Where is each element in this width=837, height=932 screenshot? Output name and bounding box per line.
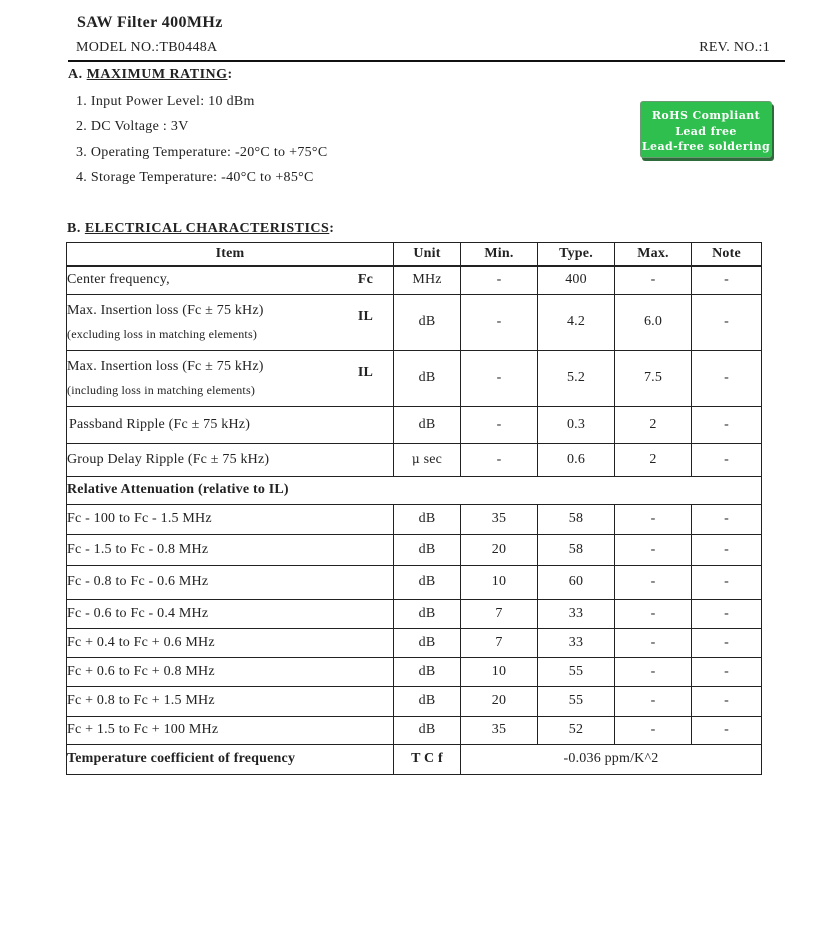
min-cell: 20 xyxy=(461,534,538,565)
max-cell: - xyxy=(615,534,692,565)
item-text: Center frequency, xyxy=(67,272,170,288)
revision-number: REV. NO.:1 xyxy=(699,40,770,55)
table-row xyxy=(67,744,762,774)
table-row xyxy=(67,716,762,744)
max-cell: - xyxy=(615,628,692,657)
max-rating-item: 1. Input Power Level: 10 dBm xyxy=(76,94,255,109)
unit-cell: dB xyxy=(394,716,461,744)
item-cell: Passband Ripple (Fc ± 75 kHz) xyxy=(67,406,394,443)
max-cell: - xyxy=(615,716,692,744)
max-cell: - xyxy=(615,266,692,294)
electrical-characteristics-table xyxy=(66,242,762,775)
min-cell: - xyxy=(461,294,538,350)
max-cell: 6.0 xyxy=(615,294,692,350)
note-cell: - xyxy=(692,350,762,406)
unit-cell: dB xyxy=(394,504,461,534)
item-cell: Fc - 1.5 to Fc - 0.8 MHz xyxy=(67,534,394,565)
note-cell: - xyxy=(692,599,762,628)
item-subtext: (including loss in matching elements) xyxy=(67,382,256,397)
typ-cell: 52 xyxy=(538,716,615,744)
item-text: Max. Insertion loss (Fc ± 75 kHz) xyxy=(67,302,264,318)
unit-cell: dB xyxy=(394,294,461,350)
note-cell: - xyxy=(692,628,762,657)
section-b-label: B. xyxy=(67,221,81,236)
micro-symbol: μ xyxy=(411,451,420,466)
typ-cell: 33 xyxy=(538,628,615,657)
symbol-label: Fc xyxy=(357,272,373,288)
max-cell: 2 xyxy=(615,443,692,476)
typ-cell: 55 xyxy=(538,686,615,716)
section-a-heading xyxy=(68,67,233,83)
max-cell: - xyxy=(615,686,692,716)
item-cell: Fc + 1.5 to Fc + 100 MHz xyxy=(67,716,394,744)
document-title: SAW Filter 400MHz xyxy=(77,14,223,31)
min-cell: 10 xyxy=(461,657,538,686)
table-row xyxy=(67,657,762,686)
typ-cell: 60 xyxy=(538,565,615,599)
table-row xyxy=(67,266,762,294)
max-rating-item: 2. DC Voltage : 3V xyxy=(76,119,189,134)
min-cell: - xyxy=(461,266,538,294)
item-text: Max. Insertion loss (Fc ± 75 kHz) xyxy=(67,358,264,374)
unit-cell: T C f xyxy=(394,744,461,774)
section-a-title: MAXIMUM RATING xyxy=(86,67,228,82)
section-b-title: ELECTRICAL CHARACTERISTICS xyxy=(84,221,330,236)
table-row xyxy=(67,443,762,476)
item-subtext: (excluding loss in matching elements) xyxy=(67,326,258,341)
note-cell: - xyxy=(692,294,762,350)
note-cell: - xyxy=(692,504,762,534)
max-cell: - xyxy=(615,504,692,534)
typ-cell: 0.3 xyxy=(538,406,615,443)
rohs-compliance-badge xyxy=(640,101,772,158)
unit-cell: dB xyxy=(394,657,461,686)
model-number: MODEL NO.:TB0448A xyxy=(76,40,218,55)
max-cell: - xyxy=(615,657,692,686)
column-header: Max. xyxy=(615,243,692,267)
section-a-colon: : xyxy=(227,67,233,82)
min-cell: 20 xyxy=(461,686,538,716)
typ-cell: 4.2 xyxy=(538,294,615,350)
symbol-label: IL xyxy=(357,364,373,380)
min-cell: - xyxy=(461,350,538,406)
max-cell: 7.5 xyxy=(615,350,692,406)
badge-line: Lead free xyxy=(675,124,737,138)
item-cell: Fc - 100 to Fc - 1.5 MHz xyxy=(67,504,394,534)
column-header: Unit xyxy=(394,243,461,267)
unit-cell: dB xyxy=(394,350,461,406)
section-a-label: A. xyxy=(68,67,83,82)
unit-cell: dB xyxy=(394,534,461,565)
table-row xyxy=(67,504,762,534)
item-cell xyxy=(67,350,394,406)
unit-text: sec xyxy=(423,451,443,467)
unit-cell: dB xyxy=(394,406,461,443)
item-cell: Group Delay Ripple (Fc ± 75 kHz) xyxy=(67,443,394,476)
typ-cell: 400 xyxy=(538,266,615,294)
section-b-colon: : xyxy=(329,221,335,236)
table-row xyxy=(67,294,762,350)
item-cell xyxy=(67,294,394,350)
column-header: Item xyxy=(67,243,394,267)
min-cell: 7 xyxy=(461,599,538,628)
unit-cell: MHz xyxy=(394,266,461,294)
table-row xyxy=(67,565,762,599)
min-cell: 10 xyxy=(461,565,538,599)
badge-line: RoHS Compliant xyxy=(651,109,761,122)
item-cell: Fc + 0.8 to Fc + 1.5 MHz xyxy=(67,686,394,716)
note-cell: - xyxy=(692,534,762,565)
min-cell: - xyxy=(461,443,538,476)
max-rating-item: 3. Operating Temperature: -20°C to +75°C xyxy=(76,145,328,160)
min-cell: - xyxy=(461,406,538,443)
item-cell xyxy=(67,266,394,294)
unit-cell: dB xyxy=(394,686,461,716)
unit-cell: dB xyxy=(394,565,461,599)
item-cell: Fc - 0.8 to Fc - 0.6 MHz xyxy=(67,565,394,599)
table-row xyxy=(67,599,762,628)
unit-cell: dB xyxy=(394,599,461,628)
typ-cell: 55 xyxy=(538,657,615,686)
note-cell: - xyxy=(692,686,762,716)
section-b-heading xyxy=(67,221,334,237)
table-row xyxy=(67,406,762,443)
note-cell: - xyxy=(692,266,762,294)
table-row xyxy=(67,686,762,716)
table-row xyxy=(67,534,762,565)
typ-cell: 0.6 xyxy=(538,443,615,476)
item-cell: Fc + 0.4 to Fc + 0.6 MHz xyxy=(67,628,394,657)
min-cell: 35 xyxy=(461,716,538,744)
table-row xyxy=(67,628,762,657)
note-cell: - xyxy=(692,443,762,476)
column-header: Note xyxy=(692,243,762,267)
column-header: Type. xyxy=(538,243,615,267)
typ-cell: 33 xyxy=(538,599,615,628)
relative-attenuation-heading: Relative Attenuation (relative to IL) xyxy=(67,476,762,504)
item-cell: Fc + 0.6 to Fc + 0.8 MHz xyxy=(67,657,394,686)
table-header-row xyxy=(67,243,762,267)
max-cell: - xyxy=(615,565,692,599)
table-section-row xyxy=(67,476,762,504)
min-cell: 7 xyxy=(461,628,538,657)
typ-cell: 58 xyxy=(538,534,615,565)
max-cell: 2 xyxy=(615,406,692,443)
note-cell: - xyxy=(692,565,762,599)
table-row xyxy=(67,350,762,406)
header-divider xyxy=(68,60,785,62)
badge-line: Lead-free soldering xyxy=(641,140,771,153)
item-cell: Fc - 0.6 to Fc - 0.4 MHz xyxy=(67,599,394,628)
tcf-value-cell: -0.036 ppm/K^2 xyxy=(461,744,762,774)
typ-cell: 5.2 xyxy=(538,350,615,406)
min-cell: 35 xyxy=(461,504,538,534)
note-cell: - xyxy=(692,406,762,443)
column-header: Min. xyxy=(461,243,538,267)
symbol-label: IL xyxy=(357,308,373,324)
note-cell: - xyxy=(692,657,762,686)
max-rating-item: 4. Storage Temperature: -40°C to +85°C xyxy=(76,170,314,185)
note-cell: - xyxy=(692,716,762,744)
typ-cell: 58 xyxy=(538,504,615,534)
unit-cell: dB xyxy=(394,628,461,657)
unit-cell xyxy=(394,443,461,476)
max-cell: - xyxy=(615,599,692,628)
item-cell: Temperature coefficient of frequency xyxy=(67,744,394,774)
